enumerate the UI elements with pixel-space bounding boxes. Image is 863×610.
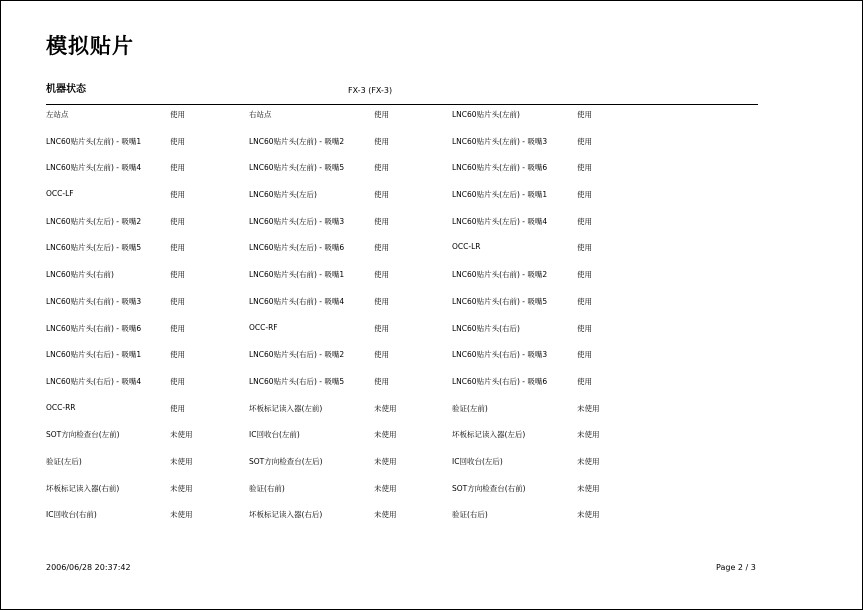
usage-status: 使用 xyxy=(374,243,389,253)
station-name: LNC60贴片头(右后) - 吸嘴3 xyxy=(452,350,548,360)
station-name: LNC60贴片头(右前) - 吸嘴2 xyxy=(452,270,548,280)
footer-page-number: Page 2 / 3 xyxy=(716,563,756,572)
usage-status: 未使用 xyxy=(170,510,193,520)
station-name: LNC60贴片头(左后) - 吸嘴1 xyxy=(452,190,548,200)
station-name: LNC60贴片头(右后) - 吸嘴5 xyxy=(249,376,345,386)
usage-status: 使用 xyxy=(374,376,389,386)
usage-status: 使用 xyxy=(577,376,592,386)
usage-status: 使用 xyxy=(374,136,389,146)
station-name: SOT方向检查台(左前) xyxy=(46,430,120,440)
usage-status: 使用 xyxy=(374,323,389,333)
station-name: IC回收台(右前) xyxy=(46,510,97,520)
usage-status: 使用 xyxy=(374,350,389,360)
table-row xyxy=(46,134,758,161)
station-name: LNC60贴片头(左后) - 吸嘴6 xyxy=(249,243,345,253)
usage-status: 未使用 xyxy=(577,510,600,520)
usage-status: 使用 xyxy=(577,136,592,146)
usage-status: 使用 xyxy=(374,163,389,173)
table-row xyxy=(46,401,758,428)
station-name: LNC60贴片头(左前) xyxy=(452,110,520,119)
station-name: SOT方向检查台(左后) xyxy=(249,456,323,466)
usage-status: 使用 xyxy=(170,403,185,413)
usage-status: 使用 xyxy=(374,296,389,306)
usage-status: 使用 xyxy=(577,110,592,119)
usage-status: 使用 xyxy=(170,190,185,200)
station-name: 坏板标记读入器(左前) xyxy=(249,403,323,413)
station-name: LNC60贴片头(右后) - 吸嘴2 xyxy=(249,350,345,360)
usage-status: 使用 xyxy=(577,270,592,280)
table-row xyxy=(46,187,758,214)
table-row xyxy=(46,321,758,348)
usage-status: 未使用 xyxy=(374,483,397,493)
station-name: SOT方向检查台(右前) xyxy=(452,483,526,493)
station-name: IC回收台(左后) xyxy=(452,456,503,466)
station-name: LNC60贴片头(右前) xyxy=(46,270,114,280)
station-name: 验证(右前) xyxy=(249,483,285,493)
usage-status: 使用 xyxy=(577,163,592,173)
station-name: LNC60贴片头(左前) - 吸嘴6 xyxy=(452,163,548,173)
station-name: LNC60贴片头(左后) - 吸嘴3 xyxy=(249,216,345,226)
machine-status-table xyxy=(46,107,758,534)
station-name: 左站点 xyxy=(46,110,69,119)
page-title: 模拟贴片 xyxy=(46,34,134,58)
table-row xyxy=(46,347,758,374)
usage-status: 未使用 xyxy=(374,510,397,520)
table-row xyxy=(46,481,758,508)
station-name: LNC60贴片头(右前) - 吸嘴3 xyxy=(46,296,142,306)
table-row xyxy=(46,214,758,241)
table-row xyxy=(46,294,758,321)
usage-status: 使用 xyxy=(170,216,185,226)
usage-status: 使用 xyxy=(170,163,185,173)
usage-status: 使用 xyxy=(170,376,185,386)
usage-status: 使用 xyxy=(170,350,185,360)
station-name: OCC-RR xyxy=(46,402,76,412)
usage-status: 未使用 xyxy=(577,483,600,493)
usage-status: 使用 xyxy=(170,270,185,280)
usage-status: 使用 xyxy=(374,190,389,200)
station-name: IC回收台(左前) xyxy=(249,430,300,440)
usage-status: 使用 xyxy=(577,243,592,253)
usage-status: 使用 xyxy=(170,323,185,333)
station-name: LNC60贴片头(右前) - 吸嘴5 xyxy=(452,296,548,306)
station-name: LNC60贴片头(左后) - 吸嘴5 xyxy=(46,243,142,253)
station-name: LNC60贴片头(左前) - 吸嘴4 xyxy=(46,163,142,173)
station-name: 右站点 xyxy=(249,110,272,119)
station-name: 验证(左后) xyxy=(46,456,82,466)
table-row xyxy=(46,507,758,534)
station-name: 验证(左前) xyxy=(452,403,488,413)
station-name: LNC60贴片头(右后) - 吸嘴6 xyxy=(452,376,548,386)
station-name: LNC60贴片头(左后) - 吸嘴4 xyxy=(452,216,548,226)
station-name: 坏板标记读入器(右前) xyxy=(46,483,120,493)
station-name: LNC60贴片头(右后) - 吸嘴4 xyxy=(46,376,142,386)
usage-status: 未使用 xyxy=(374,430,397,440)
usage-status: 使用 xyxy=(374,216,389,226)
usage-status: 未使用 xyxy=(374,456,397,466)
usage-status: 使用 xyxy=(577,190,592,200)
usage-status: 未使用 xyxy=(170,483,193,493)
usage-status: 使用 xyxy=(170,243,185,253)
usage-status: 使用 xyxy=(577,323,592,333)
usage-status: 使用 xyxy=(170,136,185,146)
station-name: LNC60贴片头(右前) - 吸嘴1 xyxy=(249,270,345,280)
station-name: LNC60贴片头(右后) xyxy=(452,323,520,333)
usage-status: 未使用 xyxy=(374,403,397,413)
footer-timestamp: 2006/06/28 20:37:42 xyxy=(46,563,131,572)
usage-status: 使用 xyxy=(577,296,592,306)
usage-status: 未使用 xyxy=(170,430,193,440)
station-name: 坏板标记读入器(左后) xyxy=(452,430,526,440)
table-row xyxy=(46,240,758,267)
usage-status: 使用 xyxy=(374,270,389,280)
station-name: LNC60贴片头(左前) - 吸嘴5 xyxy=(249,163,345,173)
station-name: LNC60贴片头(左前) - 吸嘴3 xyxy=(452,136,548,146)
usage-status: 使用 xyxy=(374,110,389,119)
table-row xyxy=(46,267,758,294)
table-row xyxy=(46,107,758,134)
station-name: OCC-RF xyxy=(249,322,278,332)
station-name: LNC60贴片头(左后) xyxy=(249,190,317,200)
usage-status: 未使用 xyxy=(577,456,600,466)
table-row xyxy=(46,427,758,454)
usage-status: 使用 xyxy=(170,110,185,119)
station-name: 验证(右后) xyxy=(452,510,488,520)
station-name: LNC60贴片头(右前) - 吸嘴6 xyxy=(46,323,142,333)
station-name: LNC60贴片头(左前) - 吸嘴1 xyxy=(46,136,142,146)
usage-status: 使用 xyxy=(577,216,592,226)
usage-status: 未使用 xyxy=(577,403,600,413)
station-name: LNC60贴片头(左后) - 吸嘴2 xyxy=(46,216,142,226)
section-title: 机器状态 xyxy=(46,84,86,95)
station-name: 坏板标记读入器(右后) xyxy=(249,510,323,520)
table-row xyxy=(46,160,758,187)
station-name: OCC-LF xyxy=(46,189,74,199)
station-name: LNC60贴片头(右前) - 吸嘴4 xyxy=(249,296,345,306)
header-divider xyxy=(46,104,758,105)
table-row xyxy=(46,374,758,401)
usage-status: 未使用 xyxy=(577,430,600,440)
station-name: LNC60贴片头(左前) - 吸嘴2 xyxy=(249,136,345,146)
usage-status: 使用 xyxy=(577,350,592,360)
machine-label: FX-3 (FX-3) xyxy=(348,86,393,95)
station-name: OCC-LR xyxy=(452,242,481,252)
usage-status: 使用 xyxy=(170,296,185,306)
table-row xyxy=(46,454,758,481)
station-name: LNC60贴片头(右后) - 吸嘴1 xyxy=(46,350,142,360)
usage-status: 未使用 xyxy=(170,456,193,466)
